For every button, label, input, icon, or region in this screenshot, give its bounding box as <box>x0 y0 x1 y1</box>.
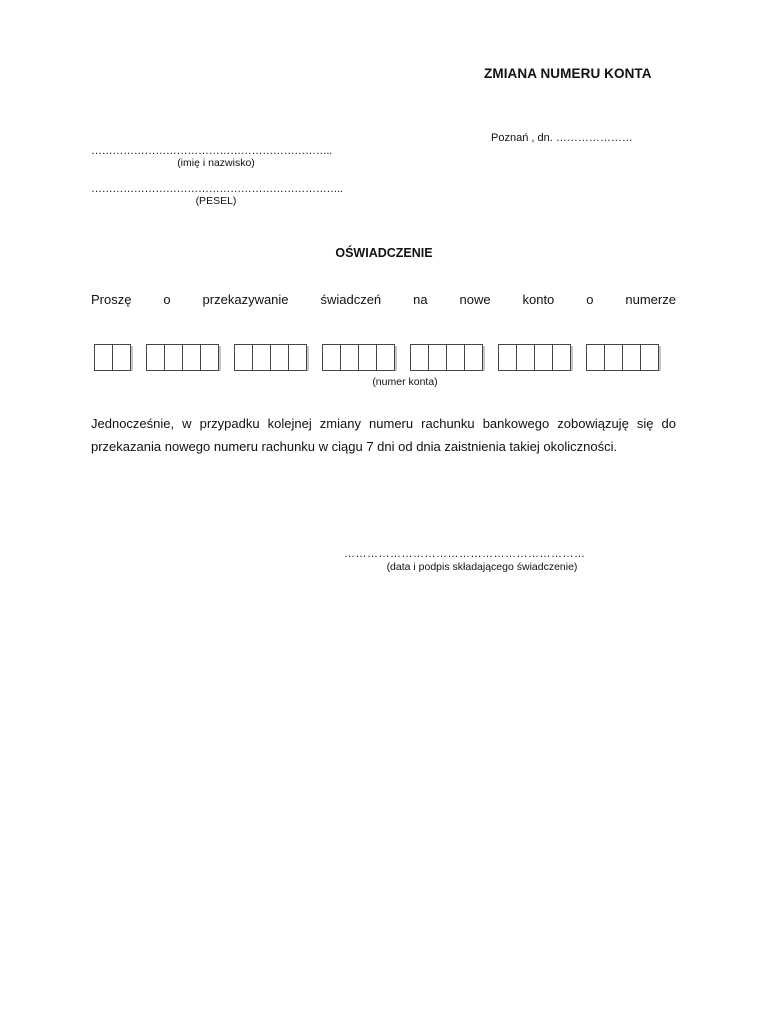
account-digit-box <box>164 344 182 371</box>
account-group-shadow <box>395 346 397 371</box>
account-group-shadow <box>483 346 485 371</box>
account-digit-box <box>146 344 164 371</box>
account-group-shadow <box>307 346 309 371</box>
account-digit-box <box>640 344 659 371</box>
account-digit-box <box>498 344 516 371</box>
request-sentence <box>91 292 676 307</box>
account-digit-box <box>182 344 200 371</box>
pesel-caption: (PESEL) <box>195 195 237 207</box>
declaration-heading: OŚWIADCZENIE <box>335 246 433 260</box>
signature-fill-line: ……………………………………………………… <box>344 548 586 560</box>
account-digit-box <box>112 344 131 371</box>
account-digit-box <box>410 344 428 371</box>
account-group-shadow <box>219 346 221 371</box>
account-number-caption: (numer konta) <box>372 376 438 388</box>
account-group-shadow <box>571 346 573 371</box>
request-word: Proszę <box>91 292 132 307</box>
request-word: o <box>586 292 594 307</box>
account-digit-box <box>358 344 376 371</box>
account-digit-box <box>552 344 571 371</box>
account-digit-group <box>146 344 219 370</box>
account-digit-box <box>270 344 288 371</box>
account-digit-group <box>498 344 571 370</box>
account-group-shadow <box>659 346 661 371</box>
account-group-shadow <box>131 346 133 371</box>
request-word: o <box>163 292 171 307</box>
account-digit-box <box>622 344 640 371</box>
request-word: przekazywanie <box>202 292 289 307</box>
account-digit-box <box>516 344 534 371</box>
request-word: świadczeń <box>320 292 382 307</box>
pesel-fill-line: …………………………………………………………….. <box>91 183 343 195</box>
account-digit-box <box>446 344 464 371</box>
account-digit-box <box>464 344 483 371</box>
account-digit-group <box>322 344 395 370</box>
account-digit-group <box>234 344 307 370</box>
obligation-paragraph: Jednocześnie, w przypadku kolejnej zmiany numeru rachunku bankowego zobowiązuję się do przekazania nowego numeru rachunku w ciągu 7 dni od dnia zaistnienia takiej okoliczności. <box>91 416 676 454</box>
account-digit-box <box>428 344 446 371</box>
account-digit-box <box>586 344 604 371</box>
account-digit-box <box>252 344 270 371</box>
account-digit-box <box>234 344 252 371</box>
request-word: nowe <box>459 292 491 307</box>
account-digit-group <box>410 344 483 370</box>
request-word: konto <box>522 292 555 307</box>
name-caption: (imię i nazwisko) <box>177 157 255 169</box>
account-digit-box <box>376 344 395 371</box>
account-digit-group <box>586 344 659 370</box>
document-title: ZMIANA NUMERU KONTA <box>484 66 652 81</box>
request-word: na <box>413 292 428 307</box>
signature-caption: (data i podpis składającego świadczenie) <box>386 561 578 573</box>
name-fill-line: ………………………………………………………….. <box>91 145 332 157</box>
request-word: numerze <box>625 292 676 307</box>
account-digit-box <box>94 344 112 371</box>
account-digit-box <box>322 344 340 371</box>
account-digit-group <box>94 344 131 370</box>
account-digit-box <box>288 344 307 371</box>
place-date-line: Poznań , dn. ………………… <box>491 132 633 144</box>
account-digit-box <box>200 344 219 371</box>
account-digit-box <box>340 344 358 371</box>
account-digit-box <box>604 344 622 371</box>
account-digit-box <box>534 344 552 371</box>
